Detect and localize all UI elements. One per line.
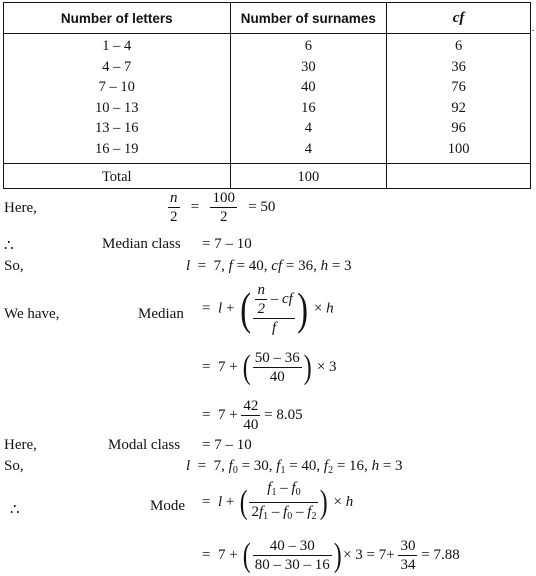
cell-cf: 36 (387, 57, 531, 78)
cell-surnames: 16 (230, 98, 387, 119)
mode-result: 7.88 (433, 546, 460, 563)
median-formula: = l + ( $\frac{n}{2}$ – cf f ) × h (202, 282, 334, 336)
cell-total-value: 100 (230, 164, 387, 189)
cell-total-label: Total (4, 164, 231, 189)
cell-surnames: 40 (230, 77, 387, 98)
table-total-row (4, 164, 531, 189)
table-row (4, 34, 531, 57)
therefore-symbol-1: ∴ (4, 238, 14, 254)
cell-cf: 6 (387, 34, 531, 57)
median-class-label: Median class (102, 236, 181, 252)
cell-letters: 1 – 4 (4, 34, 231, 57)
cell-letters: 10 – 13 (4, 98, 231, 119)
frequency-table (3, 2, 531, 189)
mode-substitution: = 7 + ( $\frac{40 - 30}{80 - 30 - 16}$ ) × 3 = 7+ $\frac{30}{34}$ = 7.88 (202, 536, 460, 574)
cell-surnames: 30 (230, 57, 387, 78)
cell-cf: 100 (387, 139, 531, 160)
cell-letters: 4 – 7 (4, 57, 231, 78)
table-row (4, 57, 531, 78)
cell-letters: 16 – 19 (4, 139, 231, 160)
stray-mark (532, 30, 534, 31)
eq-given-values-2: l = 7, $f_0 = 30$, $f_1 = 40$, $f_2 = 16$, h = 3 (186, 458, 403, 476)
eq-n-over-2: $\frac{n}{2}$ = $\frac{100}{2}$ = 50 (170, 190, 276, 225)
eq-given-values-1: l = 7, f = 40, cf = 36, h = 3 (186, 258, 352, 274)
table-row (4, 98, 531, 119)
table-row (4, 77, 531, 98)
therefore-symbol-2: ∴ (10, 502, 20, 518)
cell-total-cf (387, 164, 531, 189)
median-result: 8.05 (276, 406, 303, 423)
line-here-2: Here, (4, 437, 37, 453)
modal-class-label: Modal class (108, 437, 181, 453)
median-class-equals: = 7 – 10 (202, 236, 252, 252)
line-so-2: So, (4, 458, 24, 474)
cell-letters: 7 – 10 (4, 77, 231, 98)
table-row (4, 118, 531, 139)
median-label: Median (138, 306, 184, 322)
median-substitution: = 7 + ( $\frac{50 - 36}{40}$ ) × 3 (202, 348, 337, 386)
table-row (4, 139, 531, 160)
median-result-line: = 7 + $\frac{42}{40}$ = 8.05 (202, 398, 303, 433)
cell-surnames: 4 (230, 118, 387, 139)
header-surnames: Number of surnames (230, 3, 387, 34)
mode-formula: = l + ( $\frac{f_1 - f_0}{2f_1 - f_0 - f_2}$ ) × h (202, 480, 354, 522)
cell-letters: 13 – 16 (4, 118, 231, 139)
line-so-1: So, (4, 258, 24, 274)
cell-cf: 92 (387, 98, 531, 119)
line-we-have: We have, (4, 306, 60, 322)
cell-surnames: 4 (230, 139, 387, 160)
modal-class-value: 7 – 10 (214, 437, 252, 453)
cell-surnames: 6 (230, 34, 387, 57)
mode-label: Mode (150, 498, 185, 514)
cell-cf: 96 (387, 118, 531, 139)
cell-cf: 76 (387, 77, 531, 98)
header-letters: Number of letters (4, 3, 231, 34)
header-cf: cf (387, 3, 531, 34)
table-header-row (4, 3, 531, 34)
line-here-1: Here, (4, 200, 37, 216)
modal-class-equals: = 7 – 10 (202, 437, 252, 453)
median-class-value: 7 – 10 (214, 236, 252, 252)
